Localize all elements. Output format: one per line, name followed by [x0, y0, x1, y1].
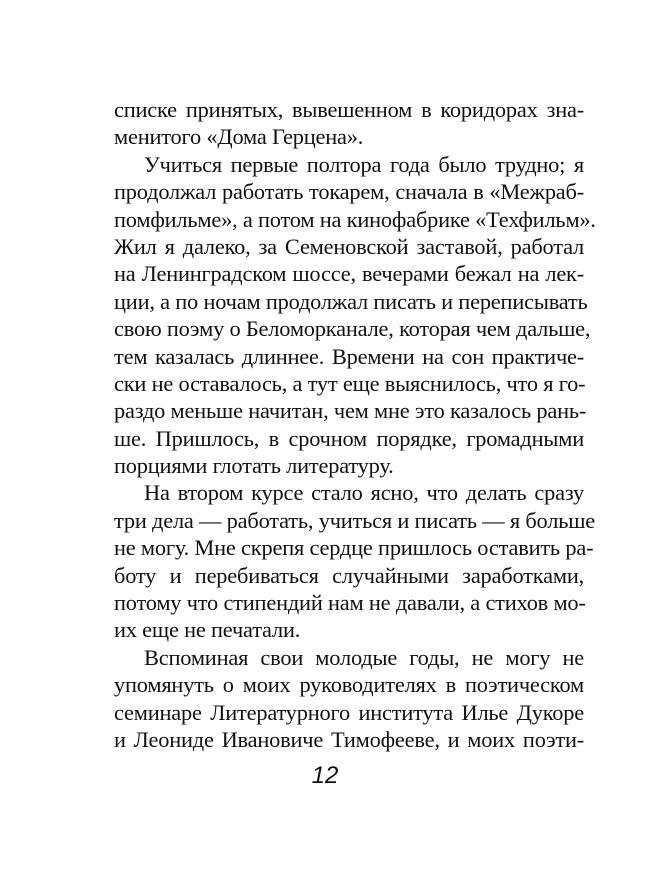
text-line: раздо меньше начитан, чем мне это казалось рань-: [114, 398, 587, 424]
page-text: [114, 96, 596, 753]
text-line: боту и перебиваться случайными заработками,: [114, 562, 584, 588]
text-line: порциями глотать литературу.: [114, 453, 394, 479]
text-line: и Леониде Ивановиче Тимофееве, и моих поэти-: [114, 726, 584, 752]
text-line: их еще не печатали.: [114, 617, 301, 643]
text-line: списке принятых, вывешенном в коридорах зна-: [114, 97, 584, 122]
page-number: 12: [311, 762, 339, 789]
text-line: не могу. Мне скрепя сердце пришлось оставить ра-: [114, 535, 594, 561]
text-line: свою поэму о Беломорканале, которая чем дальше,: [114, 316, 591, 342]
text-line: на Ленинградском шоссе, вечерами бежал на лек-: [114, 261, 584, 287]
text-line: семинаре Литературного института Илье Дукоре: [114, 699, 584, 725]
text-line: ции, а по ночам продолжал писать и переписывать: [114, 288, 588, 314]
text-line: На втором курсе стало ясно, что делать сразу: [144, 480, 584, 506]
text-line: Учиться первые полтора года было трудно; я: [144, 151, 584, 177]
text-line: тем казалась длиннее. Времени на сон практиче-: [114, 343, 584, 369]
text-line: менитого «Дома Герцена».: [114, 124, 364, 150]
text-line: потому что стипендий нам не давали, а стихов мо-: [114, 590, 586, 616]
text-line: продолжал работать токарем, сначала в «Межраб-: [114, 179, 584, 205]
text-line: ше. Пришлось, в срочном порядке, громадными: [114, 425, 584, 451]
text-line: Вспоминая свои молодые годы, не могу не: [144, 644, 584, 670]
text-line: Жил я далеко, за Семеновской заставой, работал: [114, 233, 584, 259]
text-line: три дела — работать, учиться и писать — я больше: [114, 507, 596, 533]
text-line: ски не оставалось, а тут еще выяснилось, что я го-: [114, 370, 586, 396]
text-line: помфильме», а потом на кинофабрике «Техфильм».: [114, 206, 596, 232]
text-line: упомянуть о моих руководителях в поэтическом: [114, 672, 584, 698]
